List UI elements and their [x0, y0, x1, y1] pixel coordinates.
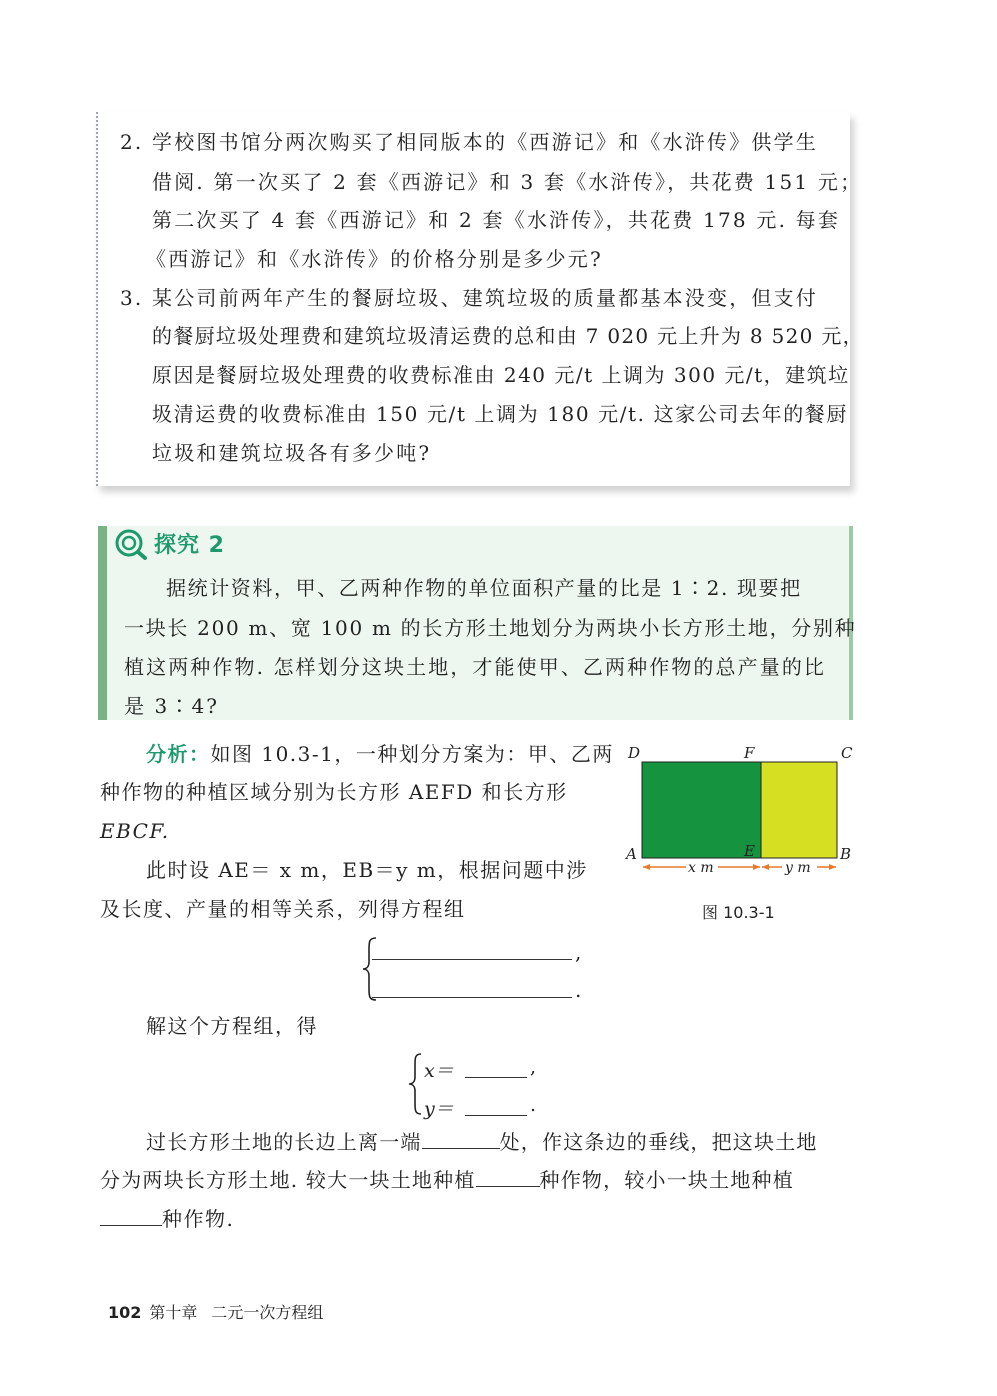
solution-y-label: y＝ — [424, 1098, 454, 1120]
conclusion-text-b: 处，作这条边的垂线，把这块土地 — [499, 1130, 818, 1154]
solution-y-period: . — [530, 1094, 537, 1116]
analysis-label: 分析： — [146, 742, 211, 766]
exercise-2-line-4: 《西游记》和《水浒传》的价格分别是多少元? — [146, 247, 603, 271]
exercise-3-number: 3. — [120, 286, 144, 310]
larger-crop-blank[interactable] — [476, 1185, 540, 1187]
distance-blank[interactable] — [422, 1147, 500, 1149]
solution-x-label: x＝ — [424, 1060, 454, 1082]
analysis-line-5: 及长度、产量的相等关系，列得方程组 — [100, 897, 466, 921]
explore-title: 探究 2 — [154, 533, 225, 558]
exercise-3-line-2: 的餐厨垃圾处理费和建筑垃圾清运费的总和由 7 020 元上升为 8 520 元， — [152, 324, 864, 348]
exercise-2-line-3: 第二次买了 4 套《西游记》和 2 套《水浒传》，共花费 178 元. 每套 — [152, 208, 841, 232]
label-e: E — [744, 842, 755, 860]
page-footer — [108, 1300, 323, 1323]
explore-line-1: 据统计资料，甲、乙两种作物的单位面积产量的比是 1∶2. 现要把 — [166, 576, 802, 600]
analysis-line-3: EBCF. — [100, 819, 170, 843]
label-f: F — [744, 744, 755, 762]
analysis-line-1-text: 如图 10.3-1，一种划分方案为：甲、乙两 — [210, 742, 614, 766]
label-a: A — [626, 845, 637, 863]
label-b: B — [840, 845, 852, 863]
conclusion-text-a: 过长方形土地的长边上离一端 — [146, 1130, 422, 1154]
conclusion-text-c: 分为两块长方形土地. 较大一块土地种植 — [100, 1168, 476, 1192]
solve-text: 解这个方程组，得 — [146, 1014, 318, 1038]
solution-y-blank[interactable] — [465, 1114, 527, 1116]
equation-1-comma: , — [575, 940, 582, 964]
figure-caption: 图 10.3-1 — [702, 903, 775, 922]
conclusion-text-d: 种作物，较小一块土地种植 — [539, 1168, 794, 1192]
label-d: D — [628, 744, 641, 762]
smaller-crop-blank[interactable] — [100, 1224, 162, 1226]
solution-x-comma: , — [530, 1056, 537, 1078]
left-brace — [360, 936, 380, 1002]
exercise-3-line-4: 圾清运费的收费标准由 150 元/t 上调为 180 元/t. 这家公司去年的餐厨 — [152, 402, 848, 426]
exercise-3-line-5: 垃圾和建筑垃圾各有多少吨? — [152, 441, 432, 465]
analysis-line-1 — [146, 744, 614, 764]
equation-1-blank[interactable] — [372, 958, 572, 960]
exercise-2-number: 2. — [120, 130, 144, 154]
chapter-number: 第十章 — [149, 1303, 198, 1322]
conclusion-line-2 — [100, 1170, 794, 1190]
dimension-x: x m — [688, 860, 714, 876]
conclusion-line-3 — [100, 1209, 234, 1229]
exercise-3-line-1: 某公司前两年产生的餐厨垃圾、建筑垃圾的质量都基本没变，但支付 — [152, 286, 818, 310]
solution-x-blank[interactable] — [465, 1076, 527, 1078]
conclusion-line-1 — [146, 1132, 818, 1152]
explore-line-3: 植这两种作物. 怎样划分这块土地，才能使甲、乙两种作物的总产量的比 — [124, 655, 827, 679]
exercise-2-line-2: 借阅. 第一次买了 2 套《西游记》和 3 套《水浒传》，共花费 151 元； — [152, 170, 863, 194]
exercise-2-line-1: 学校图书馆分两次购买了相同版本的《西游记》和《水浒传》供学生 — [152, 130, 818, 154]
explore-line-4: 是 3∶4? — [124, 694, 220, 718]
equation-2-blank[interactable] — [372, 996, 572, 998]
page-number: 102 — [108, 1303, 142, 1322]
analysis-line-2: 种作物的种植区域分别为长方形 AEFD 和长方形 — [100, 780, 568, 804]
exercise-3-line-3: 原因是餐厨垃圾处理费的收费标准由 240 元/t 上调为 300 元/t，建筑垃 — [152, 363, 850, 387]
solution-brace — [406, 1052, 424, 1116]
conclusion-text-e: 种作物. — [162, 1207, 235, 1231]
equation-2-period: . — [575, 978, 582, 1002]
figure-10-3-1 — [620, 738, 860, 878]
analysis-line-4: 此时设 AE＝ x m，EB＝y m，根据问题中涉 — [146, 858, 588, 882]
region-ebcf — [761, 762, 837, 858]
magnifier-icon — [114, 528, 148, 560]
dimension-y: y m — [785, 860, 811, 876]
label-c: C — [841, 744, 853, 762]
explore-left-bar — [98, 526, 107, 720]
explore-line-2: 一块长 200 m、宽 100 m 的长方形土地划分为两块小长方形土地，分别种 — [124, 616, 857, 640]
chapter-title: 二元一次方程组 — [211, 1303, 324, 1322]
